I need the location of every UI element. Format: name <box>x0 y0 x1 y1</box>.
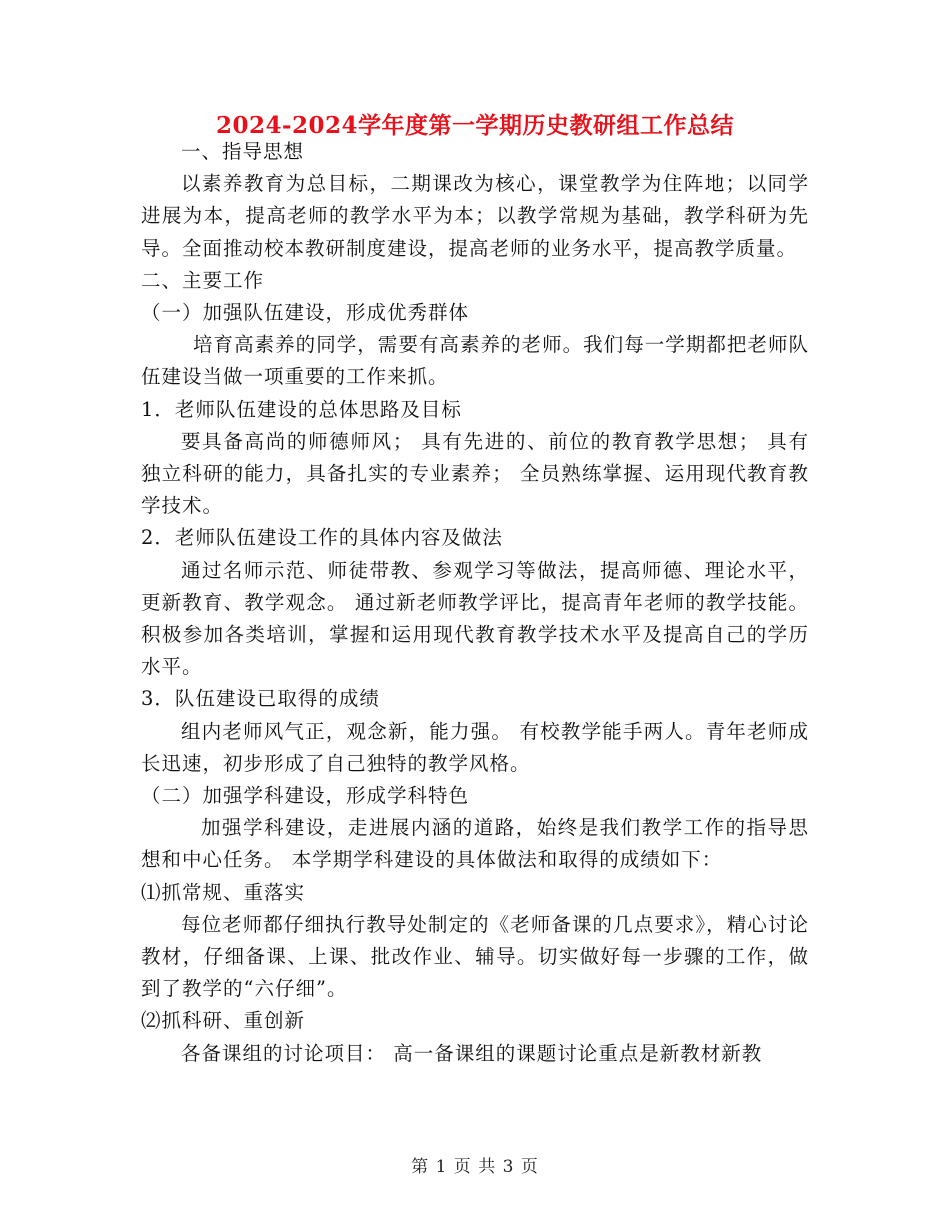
item-3-paragraph: 组内老师风气正，观念新，能力强。 有校教学能手两人。青年老师成长迅速，初步形成了自己独特的教学风格。 <box>141 719 809 775</box>
item-routine-paragraph: 每位老师都仔细执行教导处制定的《老师备课的几点要求》，精心讨论教材，仔细备课、上课、批改作业、辅导。切实做好每一步骤的工作，做到了教学的“六仔细”。 <box>141 912 809 1001</box>
item-research-paragraph: 各备课组的讨论项目： 高一备课组的课题讨论重点是新教材新教 <box>181 1041 763 1065</box>
item-1-heading: 1．老师队伍建设的总体思路及目标 <box>141 397 462 421</box>
item-2-heading: 2．老师队伍建设工作的具体内容及做法 <box>141 526 503 550</box>
subheading-discipline-building: （二）加强学科建设，形成学科特色 <box>141 784 470 808</box>
item-1-paragraph: 要具备高尚的师德师风； 具有先进的、前位的教育教学思想； 具有独立科研的能力，具备扎实的专业素养； 全员熟练掌握、运用现代教育教学技术。 <box>141 429 809 518</box>
document-body <box>141 136 809 1070</box>
paragraph-team-building: 培育高素养的同学，需要有高素养的老师。我们每一学期都把老师队伍建设当做一项重要的工作来抓。 <box>141 333 809 389</box>
item-research-heading: ⑵抓科研、重创新 <box>141 1009 306 1033</box>
heading-guiding-ideology: 一、指导思想 <box>181 140 305 163</box>
page-number: 第 1 页 共 3 页 <box>411 1157 539 1177</box>
item-3-heading: 3．队伍建设已取得的成绩 <box>141 687 380 711</box>
heading-main-work: 二、主要工作 <box>141 268 265 292</box>
document-title: 2024-2024学年度第一学期历史教研组工作总结 <box>215 112 735 139</box>
subheading-team-building: （一）加强队伍建设，形成优秀群体 <box>141 301 470 325</box>
paragraph-guiding-ideology: 以素养教育为总目标，二期课改为核心，课堂教学为住阵地；以同学进展为本，提高老师的教学水平为本；以教学常规为基础，教学科研为先导。全面推动校本教研制度建设，提高老师的业务水平，提高教学质量。 <box>141 172 809 260</box>
item-routine-heading: ⑴抓常规、重落实 <box>141 880 306 904</box>
item-2-paragraph: 通过名师示范、师徒带教、参观学习等做法，提高师德、理论水平，更新教育、教学观念。 通过新老师教学评比，提高青年老师的教学技能。 积极参加各类培训，掌握和运用现代教育教学技术水平及提高自己的学历水平。 <box>141 558 809 679</box>
paragraph-discipline-building: 加强学科建设，走进展内涵的道路，始终是我们教学工作的指导思想和中心任务。 本学期学科建设的具体做法和取得的成绩如下： <box>141 816 809 872</box>
